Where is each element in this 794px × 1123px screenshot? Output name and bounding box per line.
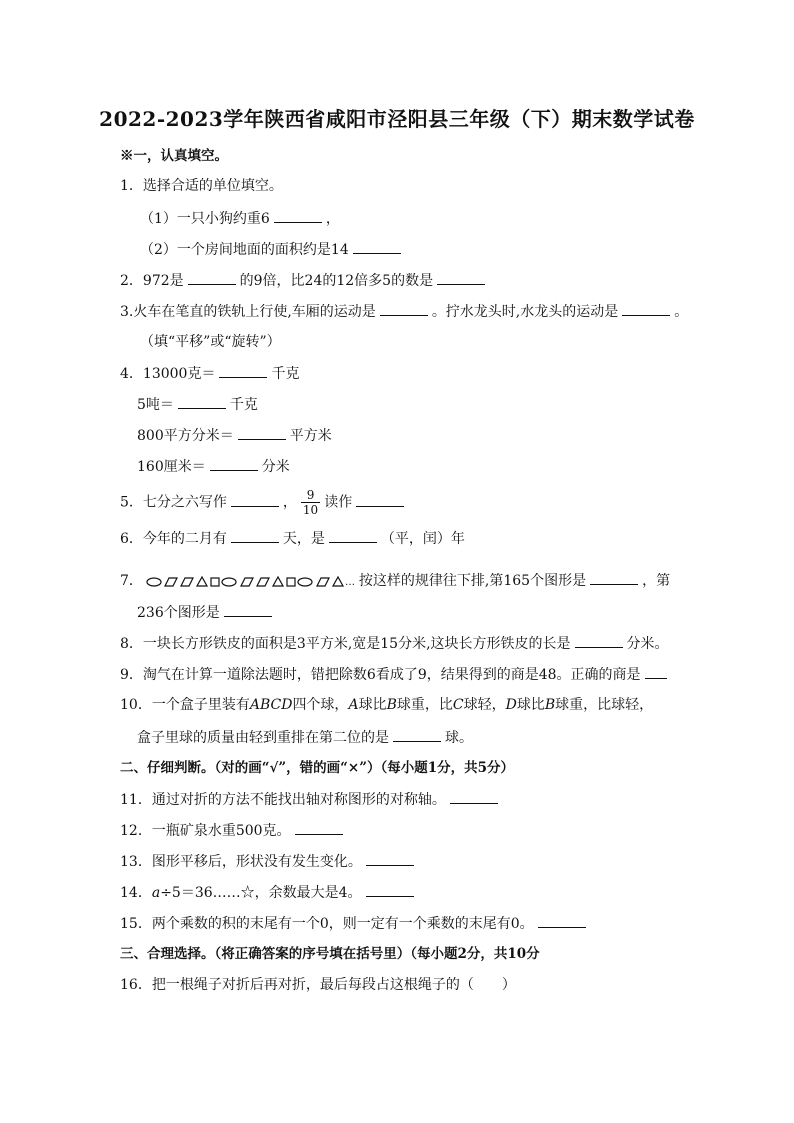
fraction-numerator: 9 [306, 488, 315, 502]
question-14-number: 14． [120, 885, 152, 901]
question-10-text-b: 四个球， [292, 697, 349, 713]
question-2 [120, 270, 489, 291]
question-10-text-e: 球轻， [463, 697, 506, 713]
question-15-text: 15．两个乘数的积的末尾有一个0，则一定有一个乘数的末尾有0。 [120, 916, 534, 932]
section-1-heading: ※一，认真填空。 [120, 148, 228, 164]
question-6-text-mid: 天，是 [282, 531, 325, 547]
svg-text:…: … [344, 577, 355, 588]
question-7-line2 [137, 602, 276, 623]
question-3-end: 。 [674, 304, 689, 320]
answer-blank[interactable] [188, 270, 236, 285]
answer-blank[interactable] [450, 789, 498, 804]
variable-c: C [452, 697, 464, 713]
answer-blank[interactable] [575, 633, 623, 648]
answer-blank[interactable] [393, 727, 441, 742]
question-11 [120, 789, 502, 810]
question-2-text: 2．972是 [120, 273, 184, 289]
question-1a-text: （1）一只小狗约重6 [140, 211, 270, 227]
question-3 [120, 301, 688, 322]
question-9 [120, 664, 671, 685]
answer-blank[interactable] [295, 820, 343, 835]
variable-d: D [505, 697, 517, 713]
question-7 [120, 570, 670, 592]
answer-blank[interactable] [590, 570, 638, 585]
question-7-line2-text: 236个图形是 [137, 605, 220, 621]
question-1a [140, 208, 340, 229]
question-1-text: 1．选择合适的单位填空。 [120, 178, 283, 194]
variable-b: B [386, 697, 397, 713]
answer-blank[interactable] [437, 270, 485, 285]
answer-blank[interactable] [231, 492, 279, 507]
answer-blank[interactable] [645, 664, 667, 679]
question-1b-text: （2）一个房间地面的面积约是14 [140, 242, 349, 258]
question-10-text-g: 球重，比球轻， [555, 697, 654, 713]
answer-blank[interactable] [622, 301, 670, 316]
question-4d-unit: 分米 [261, 459, 290, 475]
answer-blank[interactable] [274, 208, 322, 223]
question-8-text: 8．一块长方形铁皮的面积是3平方米,宽是15分米,这块长方形铁皮的长是 [120, 636, 571, 652]
question-5-comma: ， [282, 494, 297, 511]
question-6-text: 6．今年的二月有 [120, 531, 227, 547]
question-3-text: 3.火车在笔直的铁轨上行使,车厢的运动是 [120, 304, 376, 320]
answer-blank[interactable] [366, 882, 414, 897]
answer-blank[interactable] [329, 528, 377, 543]
question-7-text: 7． [120, 573, 143, 589]
question-4d [137, 456, 290, 477]
variable-abcd: ABCD [249, 697, 293, 713]
question-4b-unit: 千克 [229, 397, 258, 413]
answer-blank[interactable] [238, 425, 286, 440]
question-4c [137, 425, 332, 446]
question-6-end: （平，闰）年 [380, 531, 465, 547]
question-15 [120, 913, 590, 934]
question-9-text: 9．淘气在计算一道除法题时，错把除数6看成了9，结果得到的商是48。正确的商是 [120, 667, 641, 683]
answer-blank[interactable] [210, 456, 258, 471]
question-10 [120, 695, 653, 715]
question-5-text: 5．七分之六写作 [120, 494, 227, 511]
question-1b [140, 239, 405, 260]
question-4c-text: 800平方分米＝ [137, 428, 234, 444]
question-8 [120, 633, 669, 654]
answer-blank[interactable] [380, 301, 428, 316]
question-10-line2-text: 盒子里球的质量由轻到重排在第二位的是 [137, 730, 389, 746]
question-1a-punct: ， [325, 211, 340, 227]
question-4c-unit: 平方米 [289, 428, 332, 444]
answer-blank[interactable] [353, 239, 401, 254]
question-12 [120, 820, 347, 841]
question-11-text: 11．通过对折的方法不能找出轴对称图形的对称轴。 [120, 792, 446, 808]
question-2-text-mid: 的9倍，比24的12倍多5的数是 [239, 273, 434, 289]
question-6 [120, 528, 465, 549]
question-10-text-d: 球重，比 [396, 697, 453, 713]
answer-blank[interactable] [219, 363, 267, 378]
question-7-end: ，第 [642, 573, 671, 589]
section-2-heading: 二、仔细判断。（对的画“√”，错的画“×”）（每小题1分，共5分） [120, 760, 515, 776]
question-13-text: 13．图形平移后，形状没有发生变化。 [120, 854, 362, 870]
question-14 [120, 882, 418, 903]
question-4b [137, 394, 258, 415]
question-16: 16．把一根绳子对折后再对折，最后每段占这根绳子的（ ） [120, 977, 516, 993]
question-5-read: 读作 [324, 494, 353, 511]
fraction-nine-tenths [301, 488, 320, 517]
question-1 [120, 176, 283, 196]
question-4-text: 4．13000克＝ [120, 366, 216, 382]
question-4-unit: 千克 [271, 366, 300, 382]
question-4b-text: 5吨＝ [137, 397, 174, 413]
variable-a: A [348, 697, 359, 713]
answer-blank[interactable] [356, 492, 404, 507]
shape-sequence-icon [145, 570, 357, 592]
page-title: 2022-2023学年陕西省咸阳市泾阳县三年级（下）期末数学试卷 [99, 107, 695, 131]
question-13 [120, 851, 418, 872]
question-3-text-mid: 。拧水龙头时,水龙头的运动是 [431, 304, 619, 320]
question-12-text: 12．一瓶矿泉水重500克。 [120, 823, 291, 839]
answer-blank[interactable] [231, 528, 279, 543]
answer-blank[interactable] [178, 394, 226, 409]
question-5 [120, 488, 408, 517]
question-10-text-c: 球比 [358, 697, 387, 713]
question-3-note: （填“平移”或“旋转”） [140, 334, 281, 350]
answer-blank[interactable] [224, 602, 272, 617]
question-7-text-mid: 按这样的规律往下排,第165个图形是 [358, 573, 587, 589]
question-14-text: ÷5＝36……☆，余数最大是4。 [160, 885, 362, 901]
answer-blank[interactable] [538, 913, 586, 928]
answer-blank[interactable] [366, 851, 414, 866]
question-10-line2 [137, 727, 473, 748]
question-4 [120, 363, 299, 384]
variable-a-lower: a [151, 885, 161, 901]
variable-b-2: B [544, 697, 556, 713]
question-4d-text: 160厘米＝ [137, 459, 206, 475]
question-8-unit: 分米。 [626, 636, 669, 652]
question-10-text-f: 球比 [516, 697, 545, 713]
question-10-line2-end: 球。 [445, 730, 473, 746]
section-3-heading: 三、合理选择。（将正确答案的序号填在括号里）（每小题2分，共10分 [120, 946, 540, 962]
fraction-denominator: 10 [302, 503, 319, 517]
question-10-text: 10．一个盒子里装有 [120, 697, 250, 713]
